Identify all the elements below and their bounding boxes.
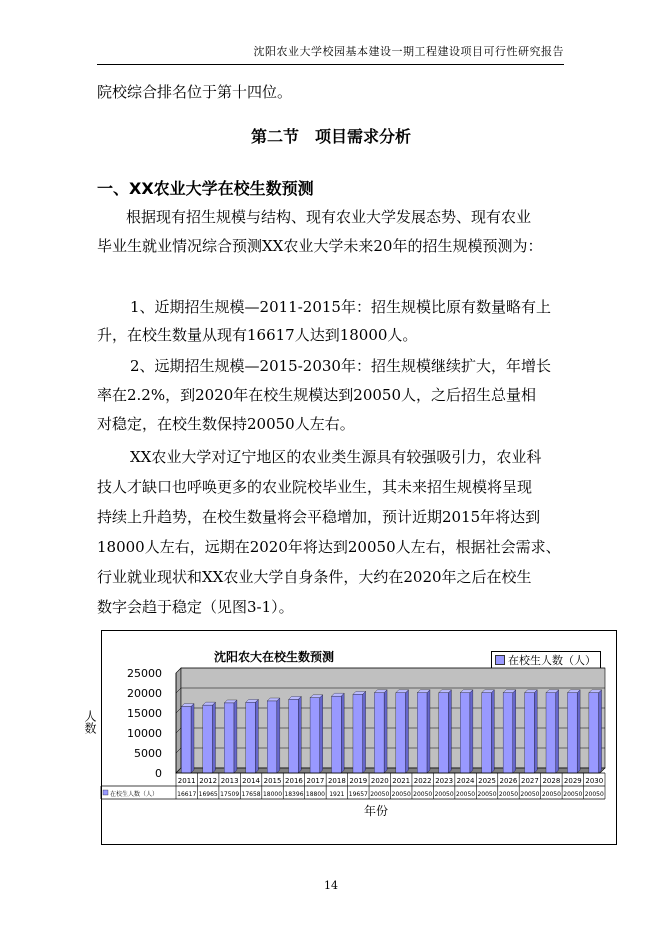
paragraph-line: 对稳定，在校生数保持20050人左右。 — [97, 415, 355, 433]
data-label: 20050 — [370, 791, 390, 798]
data-label: 20050 — [391, 791, 411, 798]
paragraph-line: 18000人左右，远期在2020年将达到20050人左右，根据社会需求、 — [97, 538, 561, 556]
x-tick-label: 2011 — [177, 777, 196, 785]
x-tick-label: 2016 — [285, 777, 303, 785]
x-axis-label: 年份 — [364, 804, 389, 818]
x-tick-label: 2021 — [392, 777, 411, 785]
paragraph-line: 毕业生就业情况综合预测XX农业大学未来20年的招生规模预测为： — [97, 237, 543, 255]
y-tick-label: 10000 — [127, 727, 162, 740]
x-tick-label: 2023 — [435, 777, 454, 785]
heading: 一、XX农业大学在校生数预测 — [97, 179, 314, 198]
data-label: 17509 — [220, 791, 240, 798]
x-tick-label: 2015 — [263, 777, 282, 785]
data-label: 18000 — [262, 791, 283, 798]
data-label: 20050 — [477, 791, 497, 798]
x-tick-label: 2012 — [199, 777, 218, 785]
legend-label: 在校生人数（人） — [508, 654, 596, 667]
data-label: 18396 — [284, 791, 304, 798]
paragraph-line: XX农业大学对辽宁地区的农业类生源具有较强吸引力，农业科 — [130, 448, 542, 466]
data-label: 20050 — [456, 791, 476, 798]
chart-title: 沈阳农大在校生数预测 — [214, 650, 335, 664]
x-tick-label: 2022 — [413, 777, 432, 785]
section-title: 第二节 项目需求分析 — [250, 127, 411, 146]
x-tick-label: 2013 — [220, 777, 239, 785]
legend-swatch — [495, 655, 505, 665]
paragraph-line: 根据现有招生规模与结构、现有农业大学发展态势、现有农业 — [126, 208, 532, 226]
paragraph-line: 院校综合排名位于第十四位。 — [97, 83, 293, 101]
data-label: 20050 — [584, 791, 604, 798]
x-tick-label: 2018 — [327, 777, 346, 785]
y-tick-label: 20000 — [127, 687, 162, 700]
paragraph-line: 行业就业现状和XX农业大学自身条件，大约在2020年之后在校生 — [97, 568, 532, 586]
table-row-label: 在校生人数（人） — [110, 791, 159, 798]
x-tick-label: 2029 — [563, 777, 582, 785]
y-axis-label: 人数 — [83, 710, 97, 734]
paragraph-line: 率在2.2%，到2020年在校生规模达到20050人，之后招生总量相 — [97, 386, 537, 404]
y-tick-label: 0 — [155, 767, 162, 780]
page-header: 沈阳农业大学校园基本建设一期工程建设项目可行性研究报告 — [97, 40, 564, 65]
x-tick-label: 2026 — [499, 777, 518, 785]
data-label: 20050 — [563, 791, 583, 798]
data-label: 20050 — [434, 791, 454, 798]
y-tick-label: 25000 — [127, 667, 162, 680]
paragraph-line: 数字会趋于稳定（见图3-1）。 — [97, 598, 294, 616]
x-tick-label: 2027 — [521, 777, 539, 785]
x-tick-label: 2014 — [242, 777, 260, 785]
x-tick-label: 2024 — [456, 777, 475, 785]
x-tick-label: 2020 — [370, 777, 389, 785]
chart-legend — [491, 651, 601, 669]
data-label: 16965 — [198, 791, 218, 798]
y-tick-label: 5000 — [134, 747, 162, 760]
data-label: 16617 — [177, 791, 197, 798]
data-label: 17658 — [241, 791, 261, 798]
paragraph-line: 升，在校生数量从现有16617人达到18000人。 — [97, 326, 418, 344]
x-tick-label: 2017 — [306, 777, 325, 785]
paragraph-line: 持续上升趋势，在校生数量将会平稳增加，预计近期2015年将达到 — [97, 508, 541, 526]
data-label: 20050 — [498, 791, 519, 798]
paragraph-line: 1、近期招生规模—2011-2015年：招生规模比原有数量略有上 — [130, 298, 551, 316]
x-tick-label: 2030 — [585, 777, 604, 785]
data-label: 20050 — [520, 791, 540, 798]
data-label: 18800 — [305, 791, 325, 798]
y-tick-label: 15000 — [127, 707, 162, 720]
data-label: 20050 — [541, 791, 561, 798]
data-label: 20050 — [413, 791, 433, 798]
paragraph-line: 技人才缺口也呼唤更多的农业院校毕业生，其未来招生规模将呈现 — [97, 478, 533, 496]
paragraph-line: 2、远期招生规模—2015-2030年：招生规模继续扩大，年增长 — [130, 357, 551, 375]
x-tick-label: 2025 — [478, 777, 496, 785]
x-tick-label: 2019 — [349, 777, 368, 785]
data-label: 1921 — [329, 791, 345, 798]
data-label: 19657 — [348, 791, 368, 798]
page-number: 14 — [324, 879, 338, 892]
x-tick-label: 2028 — [542, 777, 561, 785]
